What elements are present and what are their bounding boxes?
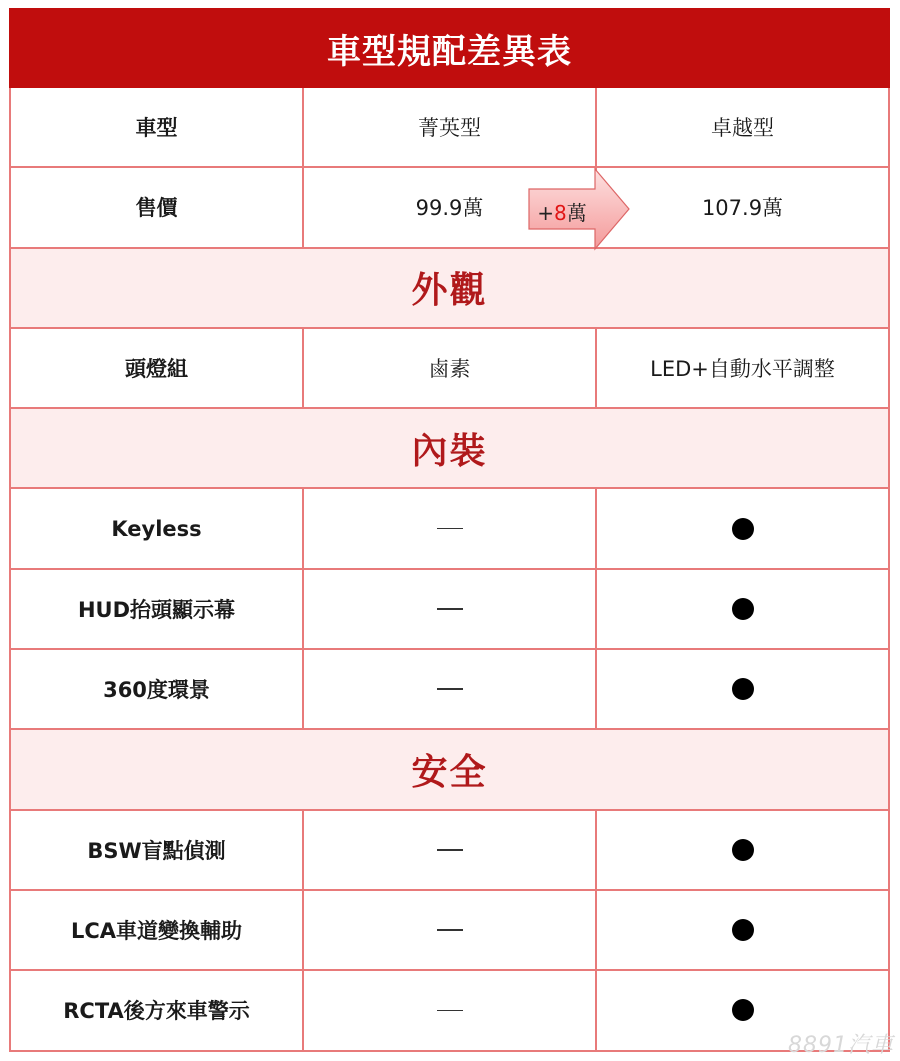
table-row [9,891,890,971]
table-row [9,811,890,891]
filled-circle-icon [732,999,754,1021]
section-interior [9,409,890,489]
section-safety [9,730,890,810]
absent-mark [304,891,597,969]
filled-circle-icon [732,839,754,861]
table-row [9,570,890,650]
feature-label: BSW盲點偵測 [11,811,304,889]
table-row [9,489,890,569]
feature-label: 360度環景 [11,650,304,728]
feature-label: HUD抬頭顯示幕 [11,570,304,648]
present-mark [597,489,888,567]
absent-mark [304,570,597,648]
feature-premium-value: LED+自動水平調整 [650,357,835,382]
table-row [9,971,890,1051]
table-row [9,650,890,730]
present-mark [597,811,888,889]
present-mark [597,570,888,648]
table-row [9,329,890,409]
dash-icon [437,688,463,690]
dash-icon [437,608,463,610]
feature-label: 頭燈組 [11,329,304,407]
section-title: 外觀 [411,270,488,312]
price-label: 售價 [11,168,304,246]
filled-circle-icon [732,919,754,941]
present-mark [597,891,888,969]
dash-icon [437,528,463,530]
section-title: 內裝 [411,430,488,472]
feature-elite-value: 鹵素 [304,329,597,407]
price-diff-label: +8萬 [537,201,587,225]
feature-label: RCTA後方來車警示 [11,971,304,1049]
dash-icon [437,1010,463,1012]
absent-mark [304,650,597,728]
section-title: 安全 [411,752,488,794]
absent-mark [304,971,597,1049]
watermark: 8891汽車 [788,1033,894,1058]
model-elite: 菁英型 [304,88,597,166]
filled-circle-icon [732,678,754,700]
filled-circle-icon [732,518,754,540]
model-row [9,88,890,168]
section-exterior [9,249,890,329]
absent-mark [304,489,597,567]
dash-icon [437,849,463,851]
price-premium: 107.9萬 [701,196,784,221]
model-premium: 卓越型 [711,116,774,141]
model-label: 車型 [11,88,304,166]
present-mark [597,650,888,728]
feature-label: LCA車道變換輔助 [11,891,304,969]
price-row [9,168,890,248]
filled-circle-icon [732,598,754,620]
dash-icon [437,929,463,931]
feature-label: Keyless [11,489,304,567]
table-title: 車型規配差異表 [9,8,890,88]
price-elite: 99.9萬 [304,168,597,246]
comparison-table [9,8,890,1052]
absent-mark [304,811,597,889]
